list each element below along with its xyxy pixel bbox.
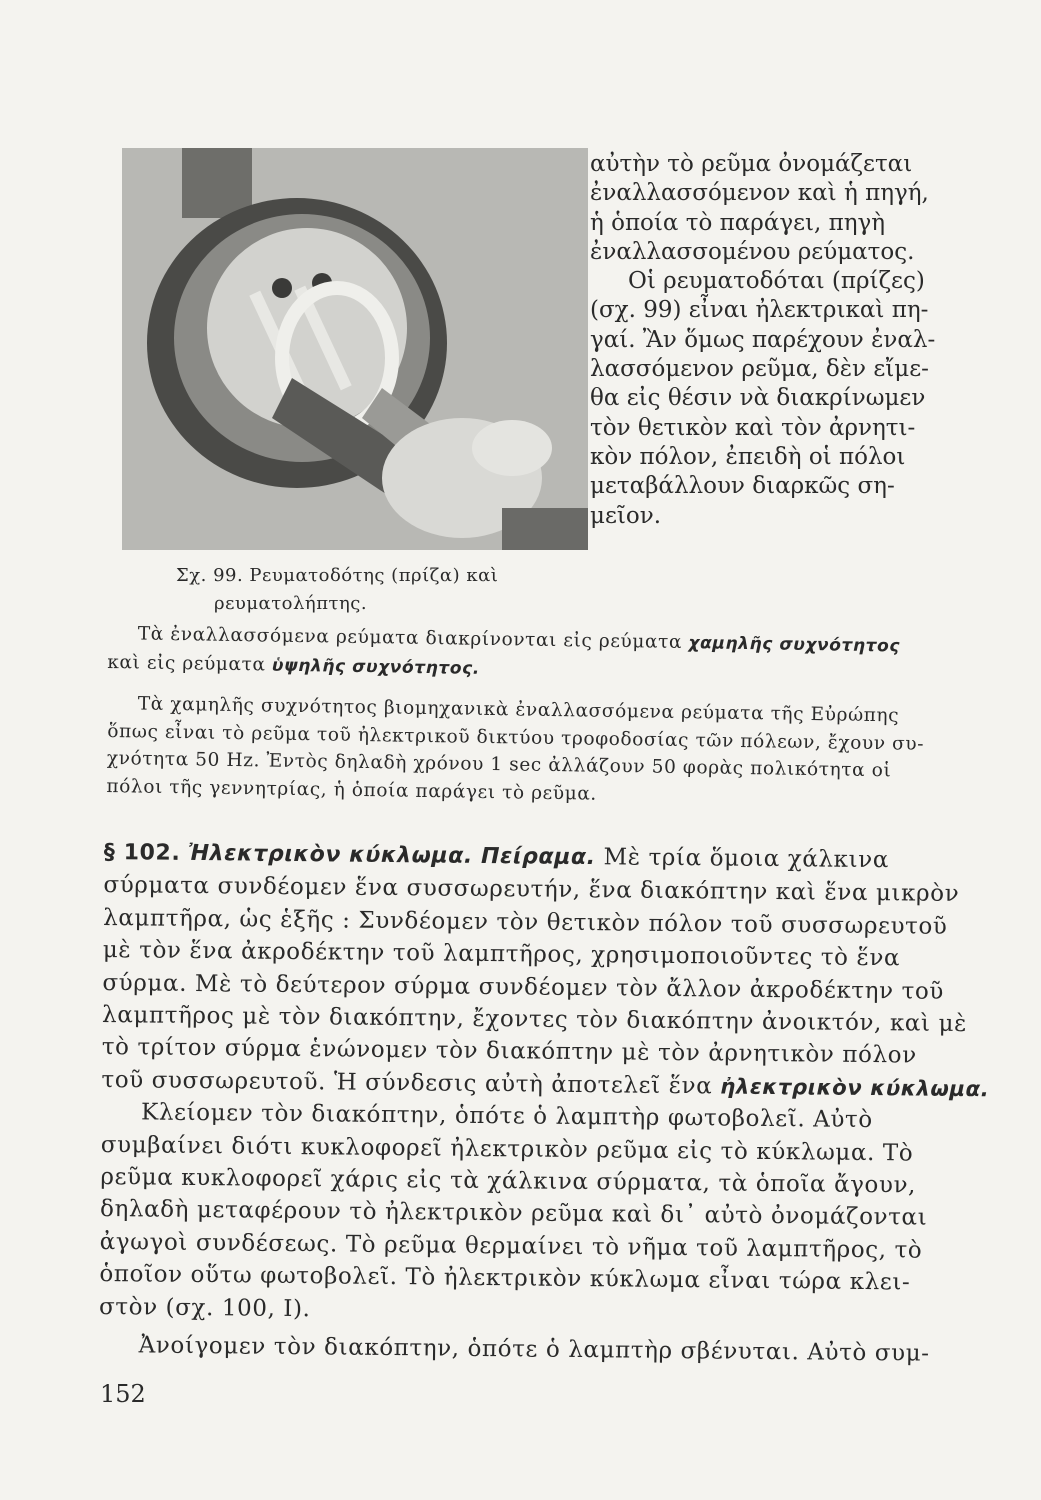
section-line: σύρματα συνδέομεν ἕνα συσσωρευτήν, ἕνα διακόπτην καὶ ἕνα μικρὸν [103, 872, 960, 908]
page-number: 152 [100, 1380, 146, 1408]
side-line: κὸν πόλον, ἐπειδὴ οἱ πόλοι [590, 443, 906, 470]
bold-term: χαμηλῆς συχνότητος [688, 633, 901, 657]
section-title: Ἠλεκτρικὸν κύκλωμα. Πείραμα. [188, 840, 596, 871]
caption-line: ρευματολήπτης. [214, 593, 368, 614]
close-line: ὁποῖον οὕτω φωτοβολεῖ. Τὸ ἠλεκτρικὸν κύκλωμα εἶναι τώρα κλει- [99, 1261, 911, 1296]
side-line: αὐτὴν τὸ ρεῦμα ὀνομάζεται [590, 151, 913, 177]
text-run: καὶ εἰς ρεύματα [107, 651, 273, 676]
bold-term: ἠλεκτρικὸν κύκλωμα. [720, 1073, 990, 1102]
section-line: τὸ τρίτον σύρμα ἑνώνομεν τὸν διακόπτην μὲ τὸν ἀρνητικὸν πόλον [101, 1034, 917, 1069]
socket-plug-illustration [122, 148, 588, 550]
side-line: ἡ ὁποία τὸ παράγει, πηγὴ [590, 209, 886, 236]
close-line: δηλαδὴ μεταφέρουν τὸ ἠλεκτρικὸν ρεῦμα καὶ δι᾽ αὐτὸ ὀνομάζονται [99, 1196, 928, 1232]
close-line: ρεῦμα κυκλοφορεῖ χάρις εἰς τὰ χάλκινα σύρματα, τὰ ὁποῖα ἄγουν, [100, 1164, 917, 1199]
caption-line: Σχ. 99. Ρευματοδότης (πρίζα) καὶ [176, 565, 499, 586]
figure-photo [122, 148, 588, 550]
side-line: ἐναλλασσομένου ρεύματος. [590, 238, 915, 265]
paragraph-line: χνότητα 50 Hz. Ἐντὸς δηλαδὴ χρόνου 1 sec ἀλλάζουν 50 φορὰς πολικότητα οἱ [106, 747, 892, 782]
paragraph-line: Τὰ χαμηλῆς συχνότητος βιομηχανικὰ ἐναλλασσόμενα ρεύματα τῆς Εὐρώπης [137, 693, 900, 727]
close-line: στὸν (σχ. 100, Ι). [98, 1293, 311, 1322]
section-102 [98, 836, 990, 1370]
side-line: γαί. Ἂν ὅμως παρέχουν ἐναλ- [590, 326, 936, 353]
section-line: λαμπτῆρα, ὡς ἑξῆς : Συνδέομεν τὸν θετικὸν πόλον τοῦ συσσωρευτοῦ [103, 904, 948, 940]
side-line: (σχ. 99) εἶναι ἠλεκτρικαὶ πη- [590, 297, 929, 324]
close-line: ἀγωγοὶ συνδέσεως. Τὸ ρεῦμα θερμαίνει τὸ νῆμα τοῦ λαμπτῆρος, τὸ [99, 1228, 923, 1264]
side-line: τὸν θετικὸν καὶ τὸν ἀρνητι- [590, 414, 916, 441]
text-run: Τὰ ἐναλλασσόμενα ρεύματα διακρίνονται εἰς ρεύματα [137, 623, 689, 654]
side-line: μεῖον. [590, 502, 662, 529]
text-run: Μὲ τρία ὅμοια χάλκινα [595, 844, 890, 874]
side-line: ἐναλλασσόμενον καὶ ἡ πηγή, [590, 180, 929, 207]
paragraph-low-frequency [106, 690, 958, 813]
bold-term: ὑψηλῆς συχνότητος. [271, 655, 481, 679]
side-column-text [590, 150, 950, 531]
figure-caption [176, 562, 566, 618]
side-line: μεταβάλλουν διαρκῶς ση- [590, 473, 895, 500]
side-line: Οἱ ρευματοδόται (πρίζες) [628, 268, 925, 295]
close-line: συμβαίνει διότι κυκλοφορεῖ ἠλεκτρικὸν ρεῦμα εἰς τὸ κύκλωμα. Τὸ [100, 1131, 914, 1167]
close-line: Κλείομεν τὸν διακόπτην, ὁπότε ὁ λαμπτὴρ φωτοβολεῖ. Αὐτὸ [140, 1099, 873, 1134]
side-line: θα εἰς θέσιν νὰ διακρίνωμεν [590, 385, 926, 412]
section-line: μὲ τὸν ἕνα ἀκροδέκτην τοῦ λαμπτῆρος, χρησιμοποιοῦντες τὸ ἕνα [102, 937, 901, 972]
section-number: § 102. [103, 839, 181, 866]
paragraph-frequency [107, 620, 958, 690]
text-run: τοῦ συσσωρευτοῦ. Ἡ σύνδεσις αὐτὴ ἀποτελεῖ ἕνα [101, 1066, 721, 1100]
section-line: σύρμα. Μὲ τὸ δεύτερον σύρμα συνδέομεν τὸν ἄλλον ἀκροδέκτην τοῦ [102, 969, 945, 1005]
open-line: Ἀνοίγομεν τὸν διακόπτην, ὁπότε ὁ λαμπτὴρ σβένυται. Αὐτὸ συμ- [138, 1332, 930, 1367]
paragraph-line: πόλοι τῆς γεννητρίας, ἡ ὁποία παράγει τὸ ρεῦμα. [106, 775, 598, 805]
side-line: λασσόμενον ρεῦμα, δὲν εἴμε- [590, 356, 929, 383]
paragraph-line: ὅπως εἶναι τὸ ρεῦμα τοῦ ἠλεκτρικοῦ δικτύου τροφοδοσίας τῶν πόλεων, ἔχουν συ- [107, 720, 925, 755]
section-line: λαμπτῆρος μὲ τὸν διακόπτην, ἔχοντες τὸν διακόπτην ἀνοικτόν, καὶ μὲ [101, 1002, 968, 1038]
